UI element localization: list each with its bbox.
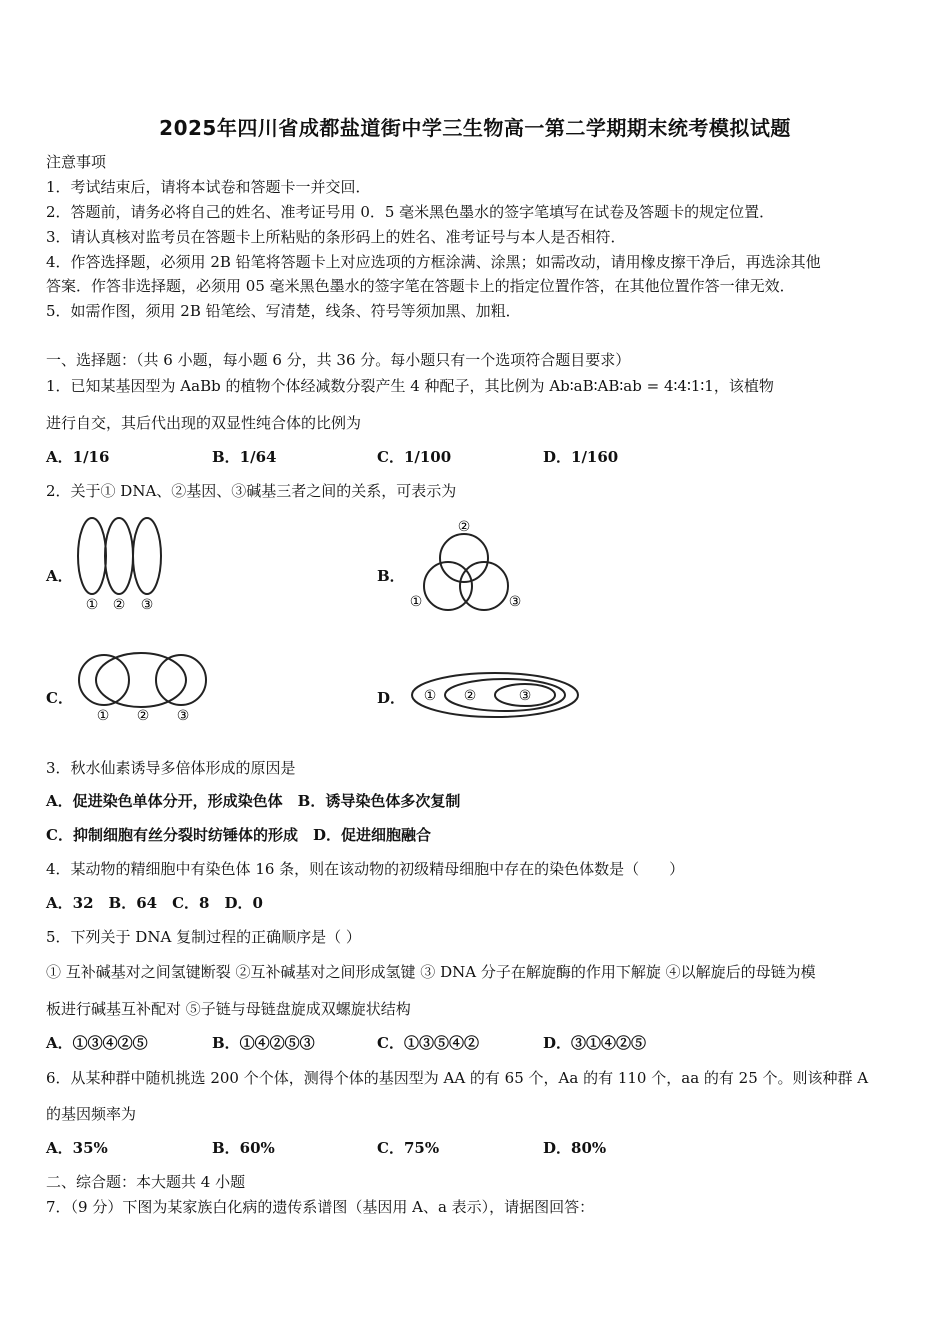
diagram-d-label-1: ① [423, 688, 437, 704]
question-3-options-row-2: C．抑制细胞有丝分裂时纺锤体的形成 D．促进细胞融合 [46, 826, 431, 844]
notice-item: 2．答题前，请务必将自己的姓名、准考证号用 0．5 毫米黑色墨水的签字笔填写在试卷及答题卡的规定位置． [46, 203, 775, 221]
question-4-stem: 4．某动物的精细胞中有染色体 16 条，则在该动物的初级精母细胞中存在的染色体数是（ ） [46, 860, 685, 878]
diagram-b [404, 514, 529, 614]
ellipse-3 [133, 518, 161, 594]
question-6-option-a: A．35% [46, 1139, 108, 1157]
question-5-option-a: A．①③④②⑤ [46, 1034, 148, 1052]
question-6-option-c: C．75% [377, 1139, 440, 1157]
question-2-option-a-label: A． [46, 567, 73, 585]
question-7-stem: 7．（9 分）下图为某家族白化病的遗传系谱图（基因用 A、a 表示），请据图回答： [46, 1198, 595, 1216]
question-5-option-c: C．①③⑤④② [377, 1034, 479, 1052]
notice-item: 5．如需作图，须用 2B 铅笔绘、写清楚，线条、符号等须加黑、加粗． [46, 302, 521, 320]
diagram-c [76, 652, 211, 727]
ellipse-1 [78, 518, 106, 594]
notice-item: 答案．作答非选择题，必须用 05 毫米黑色墨水的签字笔在答题卡上的指定位置作答，在其他位置作答一律无效． [46, 277, 795, 295]
ellipse-middle [96, 653, 186, 707]
section-heading: 一、选择题：（共 6 小题，每小题 6 分，共 36 分。每小题只有一个选项符合题目要求） [46, 351, 631, 369]
notice-item: 1．考试结束后，请将本试卷和答题卡一并交回． [46, 178, 371, 196]
question-3-options-row-1: A．促进染色单体分开，形成染色体 B．诱导染色体多次复制 [46, 792, 461, 810]
circle-1 [424, 562, 472, 610]
question-1-option-d: D．1/160 [543, 448, 619, 466]
notice-heading: 注意事项 [46, 153, 107, 171]
ellipse-2 [105, 518, 133, 594]
question-6-stem-cont: 的基因频率为 [46, 1105, 137, 1123]
section-heading: 二、综合题：本大题共 4 小题 [46, 1173, 246, 1191]
question-2-stem: 2．关于① DNA、②基因、③碱基三者之间的关系，可表示为 [46, 482, 457, 500]
question-3-stem: 3．秋水仙素诱导多倍体形成的原因是 [46, 759, 296, 777]
notice-item: 3．请认真核对监考员在答题卡上所粘贴的条形码上的姓名、准考证号与本人是否相符． [46, 228, 626, 246]
diagram-a-label-2: ② [112, 597, 126, 613]
diagram-a-label-1: ① [85, 597, 99, 613]
diagram-c-label-1: ① [96, 708, 110, 724]
question-2-option-d-label: D． [377, 689, 406, 707]
diagram-a [74, 514, 174, 614]
question-5-stem: 5．下列关于 DNA 复制过程的正确顺序是（ ） [46, 928, 361, 946]
question-5-option-b: B．①④②⑤③ [212, 1034, 315, 1052]
diagram-d-label-3: ③ [518, 688, 532, 704]
question-5-option-d: D．③①④②⑤ [543, 1034, 647, 1052]
question-6-stem: 6．从某种群中随机挑选 200 个个体，测得个体的基因型为 AA 的有 65 个，Aa 的有 110 个，aa 的有 25 个。则该种群 A [46, 1069, 869, 1087]
diagram-b-label-2: ② [457, 519, 471, 535]
notice-item: 4．作答选择题，必须用 2B 铅笔将答题卡上对应选项的方框涂满、涂黑；如需改动，请用橡皮擦干净后，再选涂其他 [46, 253, 821, 271]
ellipse-left [79, 655, 129, 705]
question-1-stem-cont: 进行自交，其后代出现的双显性纯合体的比例为 [46, 414, 362, 432]
circle-2 [440, 534, 488, 582]
question-2-option-b-label: B． [377, 567, 405, 585]
question-1-option-b: B．1/64 [212, 448, 277, 466]
diagram-d-label-2: ② [463, 688, 477, 704]
question-1-stem: 1．已知某基因型为 AaBb 的植物个体经减数分裂产生 4 种配子，其比例为 Ab∶aB∶AB∶ab = 4∶4∶1∶1，该植物 [46, 377, 774, 395]
diagram-d [410, 670, 582, 720]
diagram-a-label-3: ③ [140, 597, 154, 613]
diagram-c-label-3: ③ [176, 708, 190, 724]
ellipse-right [156, 655, 206, 705]
circle-3 [460, 562, 508, 610]
question-2-option-c-label: C． [46, 689, 73, 707]
question-4-options: A．32 B．64 C．8 D．0 [46, 894, 263, 912]
page-title: 2025年四川省成都盐道街中学三生物高一第二学期期末统考模拟试题 [159, 116, 791, 140]
question-1-option-c: C．1/100 [377, 448, 452, 466]
question-6-option-b: B．60% [212, 1139, 275, 1157]
question-6-option-d: D．80% [543, 1139, 607, 1157]
question-1-option-a: A．1/16 [46, 448, 110, 466]
question-5-steps: ① 互补碱基对之间氢键断裂 ②互补碱基对之间形成氢键 ③ DNA 分子在解旋酶的作用下解旋 ④以解旋后的母链为模 [46, 963, 816, 981]
diagram-b-label-1: ① [409, 594, 423, 610]
question-5-steps-cont: 板进行碱基互补配对 ⑤子链与母链盘旋成双螺旋状结构 [46, 1000, 411, 1018]
diagram-c-label-2: ② [136, 708, 150, 724]
diagram-b-label-3: ③ [508, 594, 522, 610]
